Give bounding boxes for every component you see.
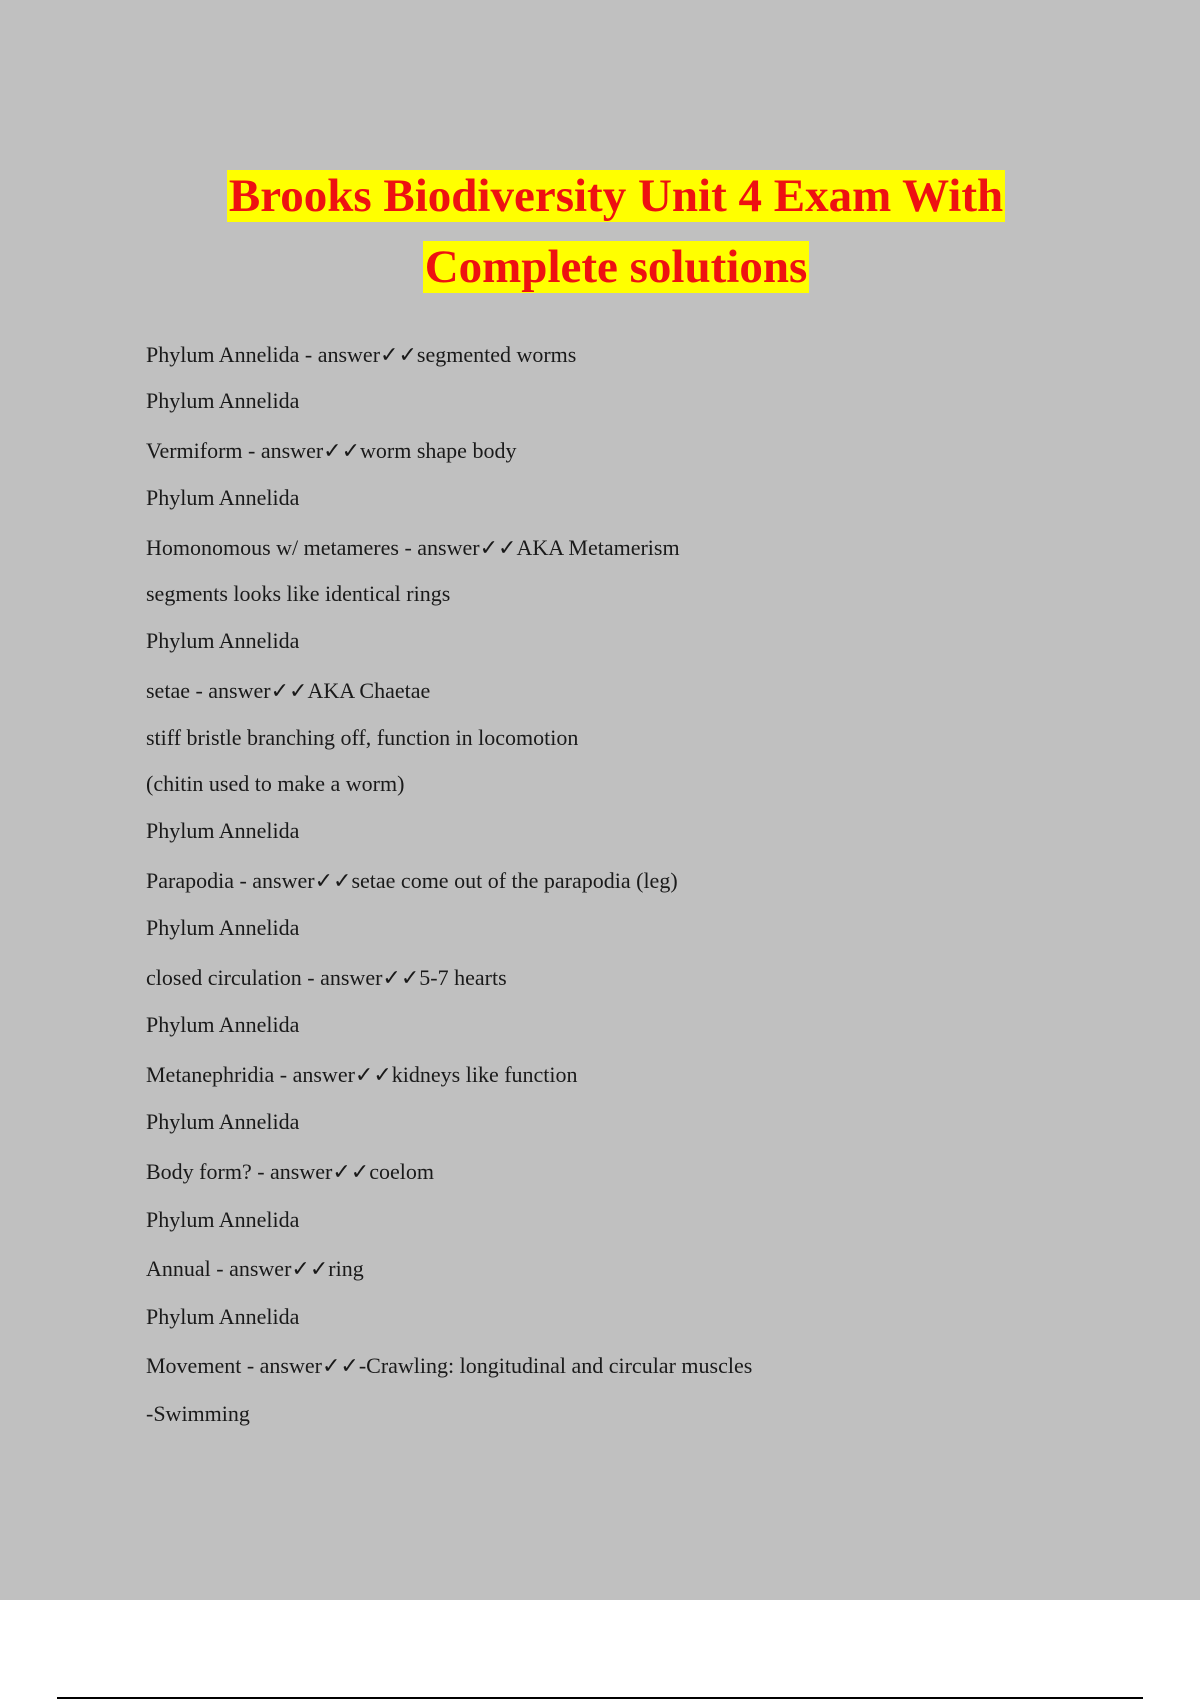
text-line: segments looks like identical rings: [146, 581, 451, 606]
title-line-1: Brooks Biodiversity Unit 4 Exam With: [228, 170, 1004, 222]
text-line: closed circulation - answer✓✓5-7 hearts: [146, 965, 507, 990]
text-line: Phylum Annelida: [146, 1109, 300, 1134]
text-line: Body form? - answer✓✓coelom: [146, 1159, 434, 1184]
document-title: [0, 166, 1200, 308]
text-line: Phylum Annelida: [146, 1304, 300, 1329]
text-line: -Swimming: [146, 1401, 250, 1426]
text-line: Phylum Annelida: [146, 628, 300, 653]
text-line: Phylum Annelida: [146, 818, 300, 843]
text-line: Homonomous w/ metameres - answer✓✓AKA Metamerism: [146, 535, 680, 560]
text-line: Metanephridia - answer✓✓kidneys like function: [146, 1062, 578, 1087]
title-line-2: Complete solutions: [424, 241, 808, 293]
text-line: Movement - answer✓✓-Crawling: longitudinal and circular muscles: [146, 1353, 753, 1378]
text-line: Parapodia - answer✓✓setae come out of the parapodia (leg): [146, 868, 678, 893]
text-line: stiff bristle branching off, function in locomotion: [146, 725, 579, 750]
text-line: setae - answer✓✓AKA Chaetae: [146, 678, 431, 703]
text-line: Phylum Annelida - answer✓✓segmented worms: [146, 342, 577, 367]
text-line: Phylum Annelida: [146, 1012, 300, 1037]
text-line: Vermiform - answer✓✓worm shape body: [146, 438, 517, 463]
text-line: Phylum Annelida: [146, 485, 300, 510]
text-line: Phylum Annelida: [146, 915, 300, 940]
text-line: (chitin used to make a worm): [146, 771, 405, 796]
text-line: Phylum Annelida: [146, 1207, 300, 1232]
footer-divider: [57, 1697, 1143, 1699]
text-line: Phylum Annelida: [146, 388, 300, 413]
text-line: Annual - answer✓✓ring: [146, 1256, 364, 1281]
